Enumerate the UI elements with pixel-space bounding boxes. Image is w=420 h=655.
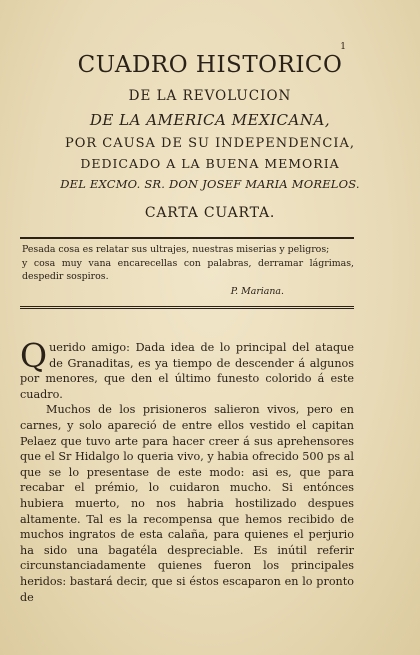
epigraph-author: P. Mariana. (230, 285, 284, 297)
subtitle-line-1: DE LA REVOLUCION (128, 88, 292, 104)
paragraph-1: uerido amigo: Dada idea de lo principal del ataque de Granaditas, es ya tiempo de descender á algunos por menores, que den el último funesto colorido á este cuadro. (20, 341, 354, 401)
dedicatee-line: DEL EXCMO. SR. DON JOSEF MARIA MORELOS. (60, 177, 360, 191)
top-divider (20, 237, 354, 239)
epigraph-text-line-1: Pesada cosa es relatar sus ultrajes, nuestras miserias y peligros; (22, 244, 330, 255)
letter-body (20, 336, 354, 605)
epigraph (22, 243, 354, 298)
subtitle-line-3: POR CAUSA DE SU INDEPENDENCIA, (64, 136, 355, 151)
double-divider-top (20, 306, 354, 307)
letter-heading: CARTA CUARTA. (144, 205, 276, 221)
subtitle-line-2: DE LA AMERICA MEXICANA, (89, 111, 331, 129)
page-title: CUADRO HISTORICO (77, 52, 343, 78)
dedication-line: DEDICADO A LA BUENA MEMORIA (80, 156, 340, 171)
paragraph-2: Muchos de los prisioneros salieron vivos, pero en carnes, y solo apareció de entre ellos vestido el capitan Pelaez que tuvo arte para hacer creer á sus aprehensores que el Sr Hidalgo lo queria vivo, y habia ofrecido 500 ps al que se lo presentase de este modo: asi es, que para recabar el prémio, lo cuidaron mucho. Si entónces hubiera muerto, no nos habria hostilizado despues altamente. Tal es la recompensa que hemos recibido de muchos ingratos de esta calaña, para quienes el perjurio ha sido una bagatéla despreciable. Es inútil referir circunstanciadamente quienes fueron los principales heridos: bastará decir, que si éstos escaparon en lo pronto de (20, 403, 354, 604)
drop-cap: Q (20, 336, 48, 375)
double-divider-bottom (20, 308, 354, 309)
page-number: 1 (340, 42, 346, 52)
epigraph-text: y cosa muy vana encarecellas con palabras, derramar lágrimas, despedir sospiros. (22, 257, 354, 282)
